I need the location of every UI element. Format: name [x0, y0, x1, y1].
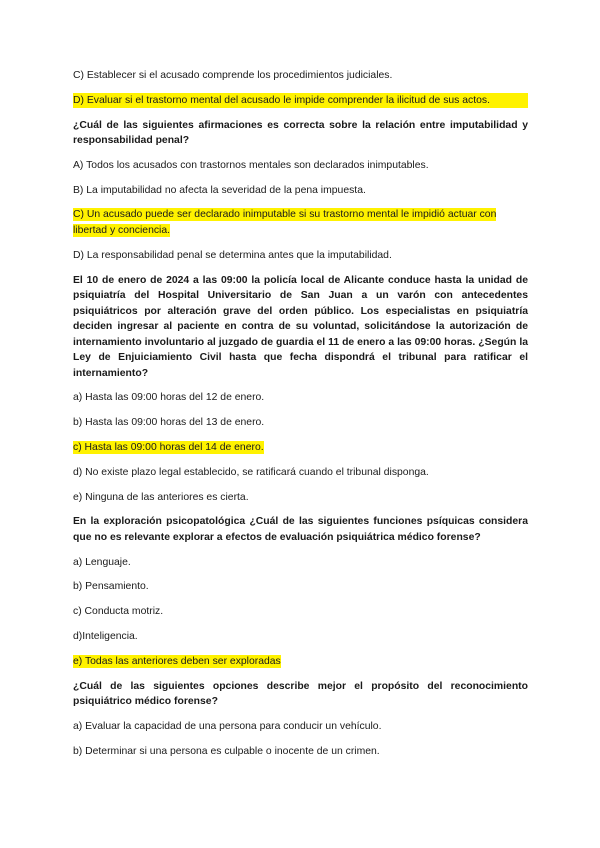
question-proposito: ¿Cuál de las siguientes opciones describe mejor el propósito del reconocimiento psiquiátrico médico forense? [73, 680, 528, 708]
option-b-text: b) Hasta las 09:00 horas del 13 de enero. [73, 417, 265, 429]
option-b-text: B) La imputabilidad no afecta la severidad de la pena impuesta. [73, 184, 366, 196]
option-d-text: D) La responsabilidad penal se determina antes que la imputabilidad. [73, 249, 392, 261]
option-b-text: b) Pensamiento. [73, 581, 149, 593]
question-exploracion: En la exploración psicopatológica ¿Cuál de las siguientes funciones psíquicas considera que no es relevante explorar a efectos de evaluación psiquiátrica médico forense? [73, 516, 528, 543]
option-e-highlighted-answer [73, 654, 528, 670]
option-c-text: c) Conducta motriz. [73, 606, 164, 618]
highlighted-text: c) Hasta las 09:00 horas del 14 de enero. [73, 441, 264, 453]
option-c-highlighted-answer [73, 207, 528, 238]
option-e-text: e) Ninguna de las anteriores es cierta. [73, 491, 249, 503]
option-a-text: A) Todos los acusados con trastornos mentales son declarados inimputables. [73, 159, 429, 171]
option-d-text: d) No existe plazo legal establecido, se ratificará cuando el tribunal disponga. [73, 466, 429, 478]
option-a-text: a) Hasta las 09:00 horas del 12 de enero. [73, 392, 265, 404]
option-c-highlighted-answer [73, 440, 528, 456]
option-c-text: C) Establecer si el acusado comprende los procedimientos judiciales. [73, 70, 393, 81]
option-a-text: a) Evaluar la capacidad de una persona para conducir un vehículo. [73, 720, 382, 732]
highlighted-text: C) Un acusado puede ser declarado inimputable si su trastorno mental le impidió actuar con libertad y conciencia. [73, 209, 497, 236]
option-d-text: d)Inteligencia. [73, 631, 138, 643]
highlighted-text: e) Todas las anteriores deben ser exploradas [73, 655, 281, 667]
option-b-text: b) Determinar si una persona es culpable o inocente de un crimen. [73, 745, 380, 757]
question-internamiento: El 10 de enero de 2024 a las 09:00 la policía local de Alicante conduce hasta la unidad de psiquiatría del Hospital Universitario de San Juan a un varón con antecedentes psiquiátricos por alteración grave del orden público. Los especialistas en psiquiatría deciden ingresar al paciente en contra de su voluntad, solicitándose la autorización de internamiento involuntario al juzgado de guardia el 11 de enero a las 09:00 horas. ¿Según la Ley de Enjuiciamiento Civil hasta que fecha dispondrá el tribunal para ratificar el internamiento? [73, 274, 528, 379]
option-d-highlighted-answer: D) Evaluar si el trastorno mental del acusado le impide comprender la ilicitud de sus actos. [73, 93, 528, 109]
question-imputabilidad: ¿Cuál de las siguientes afirmaciones es correcta sobre la relación entre imputabilidad y responsabilidad penal? [73, 119, 528, 147]
option-a-text: a) Lenguaje. [73, 556, 131, 568]
